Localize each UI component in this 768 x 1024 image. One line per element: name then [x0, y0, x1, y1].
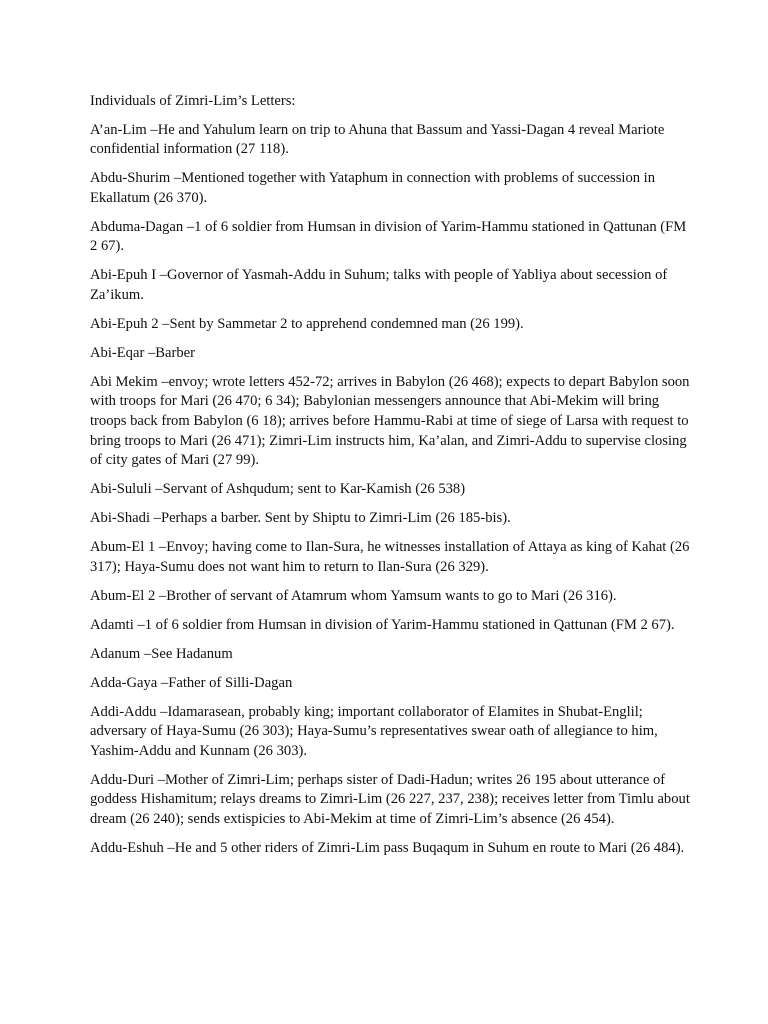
entry — [90, 587, 690, 607]
entry — [90, 218, 690, 257]
entry — [90, 674, 690, 694]
entry-text: Servant of Ashqudum; sent to Kar-Kamish (26 538) — [162, 481, 466, 498]
entry-name: Abduma-Dagan – — [90, 219, 194, 235]
entry-name: Abi-Epuh 2 – — [90, 316, 169, 332]
entry-name: Abi-Eqar – — [90, 345, 155, 361]
entry — [90, 839, 690, 859]
entry — [90, 344, 690, 364]
entry-name: Abi Mekim – — [90, 374, 169, 390]
entry-text: Envoy; having come to Ilan-Sura, he witnesses installation of Attaya as king of Kahat (26 317); Haya-Sumu does not want him to return to Ilan-Sura (26 329). — [90, 539, 690, 575]
entry-text: See Hadanum — [151, 645, 233, 662]
document-title: Individuals of Zimri-Lim’s Letters: — [90, 93, 296, 109]
entry — [90, 169, 690, 208]
entry — [90, 373, 690, 471]
entry-text: 1 of 6 soldier from Humsan in division of Yarim-Hammu stationed in Qattunan (FM 2 67). — [90, 218, 687, 255]
entry — [90, 266, 690, 305]
document-page — [90, 92, 690, 868]
entry-name: Addu-Duri – — [90, 772, 165, 788]
entry-text: Brother of servant of Atamrum whom Yamsum wants to go to Mari (26 316). — [166, 587, 617, 604]
entry — [90, 703, 690, 762]
entry-text: Mother of Zimri-Lim; perhaps sister of Dadi-Hadun; writes 26 195 about utterance of goddess Hishamitum; relays dreams to Zimri-Lim (26 227, 237, 238); receives letter from Timlu about dream (26 240); sends extispicies to Abi-Mekim at time of Zimri-Lim’s absence (26 454). — [90, 771, 690, 828]
entry-name: Addu-Eshuh – — [90, 840, 175, 856]
entry-name: Abum-El 2 – — [90, 588, 166, 604]
entry-text: Perhaps a barber. Sent by Shiptu to Zimri-Lim (26 185-bis). — [160, 510, 511, 527]
entry-text: Father of Silli-Dagan — [168, 674, 293, 691]
entry — [90, 480, 690, 500]
entry-text: He and Yahulum learn on trip to Ahuna that Bassum and Yassi-Dagan 4 reveal Mariote confidential information (27 118). — [90, 121, 665, 158]
entry-text: He and 5 other riders of Zimri-Lim pass Buqaqum in Suhum en route to Mari (26 484). — [174, 840, 685, 857]
entry — [90, 616, 690, 636]
entry — [90, 538, 690, 577]
entry-name: Abdu-Shurim – — [90, 170, 181, 186]
entry-name: Abi-Epuh I – — [90, 267, 167, 283]
entry-text: 1 of 6 soldier from Humsan in division of Yarim-Hammu stationed in Qattunan (FM 2 67). — [144, 616, 675, 633]
entry — [90, 509, 690, 529]
entry-text: Barber — [155, 344, 195, 361]
entry — [90, 645, 690, 665]
entry-text: Governor of Yasmah-Addu in Suhum; talks with people of Yabliya about secession of Za’ikum. — [90, 267, 668, 303]
entry — [90, 771, 690, 830]
entry-text: Mentioned together with Yataphum in connection with problems of succession in Ekallatum (26 370). — [90, 170, 656, 206]
entry-name: Adanum – — [90, 646, 151, 662]
entry — [90, 315, 690, 335]
entry — [90, 121, 690, 160]
entry-name: Addi-Addu – — [90, 704, 167, 720]
entry-name: Abi-Sululi – — [90, 481, 163, 497]
entry-text: Sent by Sammetar 2 to apprehend condemned man (26 199). — [169, 315, 524, 332]
entry-name: Adamti – — [90, 617, 145, 633]
entry-name: Abi-Shadi – — [90, 510, 161, 526]
entry-name: Abum-El 1 – — [90, 539, 166, 555]
entry-name: Adda-Gaya – — [90, 675, 168, 691]
entry-name: A’an-Lim – — [90, 122, 158, 138]
entry-text: envoy; wrote letters 452-72; arrives in Babylon (26 468); expects to depart Babylon soon with troops for Mari (26 470; 6 34); Babylonian messengers announce that Abi-Mekim will bring troops back from Babylon (6 18); arrives before Hammu-Rabi at time of siege of Larsa with request to bring troops to Mari (26 471); Zimri-Lim instructs him, Ka’alan, and Zimri-Addu to supervise closing of city gates of Mari (27 99). — [90, 373, 690, 469]
entry-text: Idamarasean, probably king; important collaborator of Elamites in Shubat-Englil; adversary of Haya-Sumu (26 303); Haya-Sumu’s representatives swear oath of allegiance to him, Yashim-Addu and Kunnam (26 303). — [90, 703, 658, 759]
